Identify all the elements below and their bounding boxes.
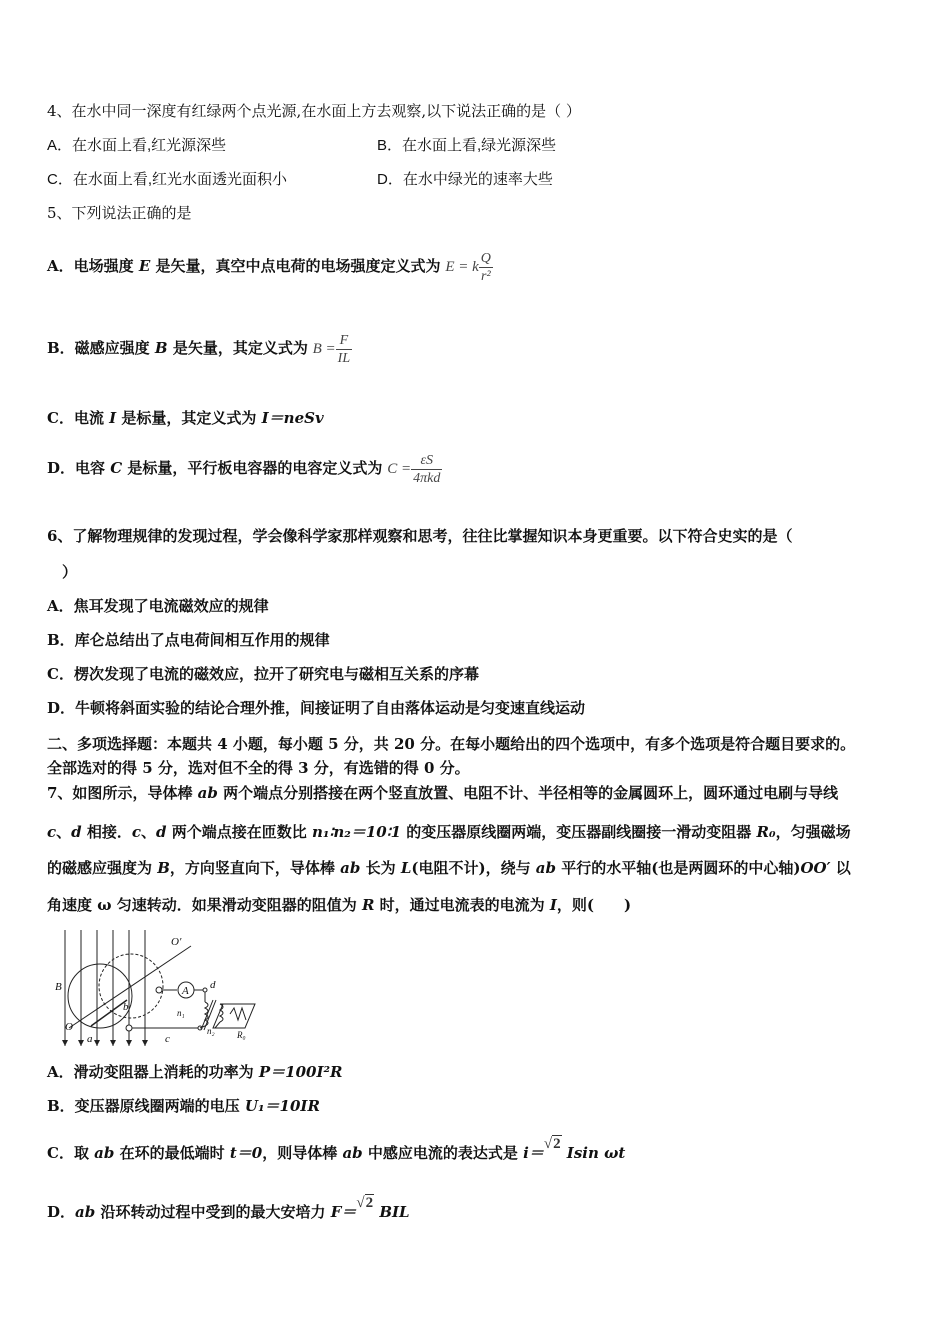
q7-I: I [549, 896, 557, 914]
q6-option-a: A．焦耳发现了电流磁效应的规律 [47, 597, 269, 615]
brush-top [156, 987, 162, 993]
q5-b-var: B [154, 339, 168, 357]
q7-r0: R₀ [756, 823, 776, 841]
q5-d-var: C [110, 459, 123, 477]
q5-a-formula-lhs: E = k [445, 259, 479, 275]
q7-l4a: 角速度 ω 匀速转动．如果滑动变阻器的阻值为 [47, 896, 362, 914]
q7-l3c: 长为 [360, 859, 401, 877]
q5-d-num: εS [411, 452, 442, 470]
front-ring [68, 964, 132, 1028]
label-n2: n₂ [207, 1026, 215, 1036]
q7-sep: 、 [56, 823, 72, 841]
q7-c-lhs: i＝ [523, 1144, 544, 1162]
q7-l3b: ，方向竖直向下，导体棒 [169, 859, 341, 877]
q7-OO: OO′ [800, 859, 831, 877]
q5-b-fraction [336, 332, 352, 367]
q5-c-formula: I＝neSv [261, 409, 324, 427]
q5-option-d [47, 446, 442, 491]
q5-b-pre: B．磁感应强度 [47, 339, 155, 357]
field-arrowheads [62, 1040, 148, 1046]
label-b: b [123, 1001, 129, 1013]
q7-stem-line1 [47, 783, 838, 803]
q5-b-den: IL [337, 350, 351, 366]
q7-l3d: (电阻不计)，绕与 [411, 859, 536, 877]
q7-c-ab2: ab [342, 1144, 363, 1162]
q5-option-c [47, 408, 324, 428]
q7-option-c [47, 1136, 626, 1164]
q7-d-mid: 沿环转动过程中受到的最大安培力 [95, 1203, 331, 1221]
q7-c-mid2: ，则导体棒 [262, 1144, 343, 1162]
q5-a-var: E [138, 257, 151, 275]
label-B: B [55, 981, 62, 993]
q5-option-b [47, 326, 352, 371]
label-O: O [65, 1021, 73, 1033]
q7-ratio: n₁∶n₂＝10∶1 [312, 823, 402, 841]
q4-option-d: D．在水中绿光的速率大些 [377, 171, 553, 188]
q7-l3a: 的磁感应强度为 [47, 859, 158, 877]
q7-c-mid3: 中感应电流的表达式是 [362, 1144, 524, 1162]
magnetic-field-lines [65, 930, 145, 1046]
section2-line1: 二、多项选择题：本题共 4 小题，每小题 5 分，共 20 分。在每小题给出的四个选项中，有多个选项是符合题目要求的。 [47, 735, 856, 753]
q7-l3e: 平行的水平轴(也是两圆环的中心轴) [556, 859, 801, 877]
q7-c: c [47, 823, 57, 841]
rotation-axis [69, 946, 191, 1028]
q7-c-radicand: 2 [553, 1136, 561, 1152]
q5-a-pre: A．电场强度 [47, 257, 139, 275]
q6-stem-line2: ） [62, 563, 78, 581]
q5-c-post: 是标量，其定义式为 [116, 409, 262, 427]
q7-l3f: 以 [830, 859, 851, 877]
q6-option-c: C．楞次发现了电流的磁效应，拉开了研究电与磁相互关系的序幕 [47, 665, 479, 683]
q5-a-den: r² [481, 268, 491, 284]
q7-a-pre: A．滑动变阻器上消耗的功率为 [47, 1063, 259, 1081]
q7-l1b: 两个端点分别搭接在两个竖直放置、电阻不计、半径相等的金属圆环上，圆环通过电刷与导线 [217, 784, 839, 802]
q7-d-ab: ab [75, 1203, 96, 1221]
q7-d-lhs: F＝ [330, 1203, 357, 1221]
q7-l2d: 相接． [81, 823, 132, 841]
label-c: c [165, 1033, 170, 1045]
label-R0: R₀ [237, 1030, 246, 1040]
q5-a-post: 是矢量，真空中点电荷的电场强度定义式为 [150, 257, 441, 275]
q7-d-radicand: 2 [365, 1195, 374, 1211]
q7-d-rhs: BIL [379, 1203, 410, 1221]
q7-circuit-figure [55, 928, 275, 1050]
q5-a-num: Q [480, 250, 491, 266]
label-O-prime: O′ [171, 936, 182, 948]
q5-b-post: 是矢量，其定义式为 [167, 339, 308, 357]
q5-c-pre: C．电流 [47, 409, 110, 427]
label-a: a [87, 1033, 93, 1045]
q7-stem-line2 [47, 822, 851, 842]
q5-a-fraction [479, 250, 493, 285]
q7-c-sqrt: √2 [543, 1136, 561, 1152]
q7-c-ab: ab [94, 1144, 115, 1162]
q7-d: d [71, 823, 82, 841]
q5-c-var: I [109, 409, 117, 427]
q7-b-var: B [157, 859, 170, 877]
q5-d-formula-lhs: C = [387, 461, 412, 477]
q4-option-a: A．在水面上看,红光源深些 [47, 137, 227, 154]
conductor-rod [91, 1000, 127, 1026]
q7-l2f: 的变压器原线圈两端，变压器副线圈接一滑动变阻器 [401, 823, 757, 841]
q4-stem: 4、在水中同一深度有红绿两个点光源,在水面上方去观察,以下说法正确的是（ ） [47, 102, 581, 120]
q5-d-fraction [411, 452, 442, 487]
q7-c2: c [131, 823, 142, 841]
q7-d-sqrt: √2 [356, 1195, 374, 1211]
q7-ab2: ab [340, 859, 361, 877]
q4-option-c: C．在水面上看,红光水面透光面积小 [47, 171, 288, 188]
q6-option-b: B．库仑总结出了点电荷间相互作用的规律 [47, 631, 330, 649]
q7-c-rhs: Isin ωt [566, 1144, 626, 1162]
q7-l4c: ，则( ) [556, 896, 632, 914]
q6-stem-line1: 6、了解物理规律的发现过程，学会像科学家那样观察和思考，往往比掌握知识本身更重要。以下符合史实的是（ [47, 527, 793, 545]
q4-option-b: B．在水面上看,绿光源深些 [377, 137, 557, 154]
q7-option-b [47, 1096, 320, 1116]
q7-l4b: 时，通过电流表的电流为 [374, 896, 550, 914]
label-d: d [210, 979, 216, 991]
q7-c-t0: t＝0 [229, 1144, 263, 1162]
q7-l2e: 两个端点接在匝数比 [166, 823, 312, 841]
brush-bottom [126, 1025, 132, 1031]
q7-l1a: 7、如图所示，导体棒 [47, 784, 198, 802]
q7-L: L [400, 859, 412, 877]
q7-b-pre: B．变压器原线圈两端的电压 [47, 1097, 245, 1115]
q6-option-d: D．牛顿将斜面实验的结论合理外推，间接证明了自由落体运动是匀变速直线运动 [47, 699, 586, 717]
label-n1: n₁ [177, 1008, 185, 1018]
q5-b-num: F [336, 332, 352, 350]
q7-d2: d [156, 823, 167, 841]
q7-l2g: ，匀强磁场 [775, 823, 851, 841]
q5-stem: 5、下列说法正确的是 [47, 204, 192, 222]
q5-d-pre: D．电容 [47, 459, 111, 477]
q7-c-pre: C．取 [47, 1144, 95, 1162]
section2-line2: 全部选对的得 5 分，选对但不全的得 3 分，有选错的得 0 分。 [47, 759, 470, 777]
q7-b-formula: U₁＝10IR [244, 1097, 320, 1115]
q5-option-a [47, 244, 493, 289]
q7-d-pre: D． [47, 1203, 76, 1221]
q5-d-den: 4πkd [413, 470, 441, 486]
q7-sep2: 、 [141, 823, 157, 841]
q5-b-formula-lhs: B = [312, 341, 336, 357]
q7-ab3: ab [535, 859, 557, 877]
q7-c-mid: 在环的最低端时 [114, 1144, 230, 1162]
q7-a-formula: P＝100I²R [258, 1063, 343, 1081]
label-A: A [182, 985, 189, 997]
q7-R: R [361, 896, 375, 914]
q7-stem-line3 [47, 858, 851, 878]
q7-stem-line4 [47, 895, 631, 915]
q7-option-a [47, 1062, 343, 1082]
q7-option-d [47, 1195, 410, 1223]
q7-ab: ab [197, 784, 218, 802]
q5-d-post: 是标量，平行板电容器的电容定义式为 [122, 459, 383, 477]
